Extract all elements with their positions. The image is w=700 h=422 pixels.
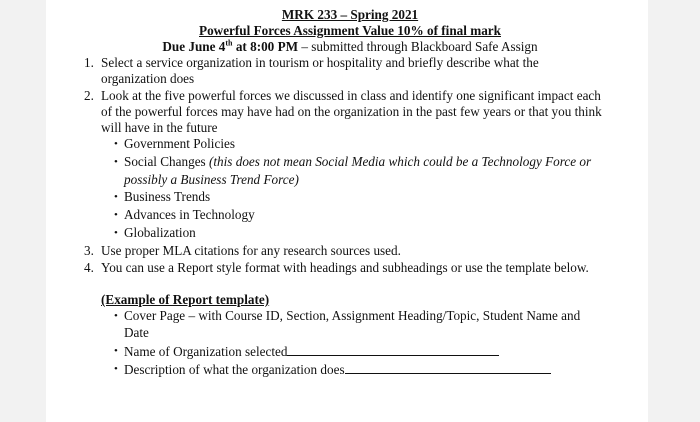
template-item-cover-page-continued: Date	[124, 325, 149, 340]
instruction-text: Use proper MLA citations for any research sources used.	[101, 243, 401, 258]
force-social-changes	[124, 154, 591, 170]
template-item-cover-page: Cover Page – with Course ID, Section, Assignment Heading/Topic, Student Name and	[124, 308, 581, 323]
due-time: at 8:00 PM	[232, 39, 299, 54]
force-business-trends: Business Trends	[124, 189, 211, 204]
force-note-continued	[124, 172, 299, 188]
due-date-line	[0, 39, 700, 54]
course-title: MRK 233 – Spring 2021	[281, 7, 419, 22]
bullet-icon: •	[114, 227, 118, 239]
instruction-text: Look at the five powerful forces we discussed in class and identify one significant impact each	[101, 88, 601, 103]
force-note: possibly a Business Trend Force)	[124, 172, 299, 187]
template-item-label: Description of what the organization does	[124, 362, 345, 377]
fill-in-blank	[287, 343, 499, 356]
assignment-title: Powerful Forces Assignment Value 10% of final mark	[199, 23, 501, 38]
template-heading: (Example of Report template)	[101, 292, 270, 307]
bullet-icon: •	[114, 209, 118, 221]
instruction-number: 2.	[84, 88, 94, 103]
instruction-text: Select a service organization in tourism or hospitality and briefly describe what the	[101, 55, 539, 70]
submission-note: – submitted through Blackboard Safe Assign	[298, 39, 538, 54]
bullet-icon: •	[114, 345, 118, 357]
fill-in-blank	[345, 361, 551, 374]
force-label: Social Changes	[124, 154, 209, 169]
instruction-text: organization does	[101, 71, 195, 86]
force-government-policies: Government Policies	[124, 136, 235, 151]
force-note: (this does not mean Social Media which could be a Technology Force or	[208, 154, 592, 169]
instruction-number: 4.	[84, 260, 94, 275]
instruction-text: You can use a Report style format with headings and subheadings or use the template below.	[101, 260, 589, 275]
template-item-organization-name	[124, 343, 499, 360]
template-item-label: Name of Organization selected	[124, 344, 288, 359]
bullet-icon: •	[114, 363, 118, 375]
due-date-suffix: th	[225, 38, 233, 48]
force-advances-in-technology: Advances in Technology	[124, 207, 255, 222]
bullet-icon: •	[114, 191, 118, 203]
bullet-icon: •	[114, 310, 118, 322]
instruction-text: of the powerful forces may have had on the organization in the past few years or that you think	[101, 104, 602, 119]
instruction-number: 1.	[84, 55, 94, 70]
instruction-number: 3.	[84, 243, 94, 258]
force-globalization: Globalization	[124, 225, 196, 240]
template-item-organization-description	[124, 361, 551, 378]
bullet-icon: •	[114, 138, 118, 150]
due-date: Due June 4	[162, 39, 226, 54]
bullet-icon: •	[114, 156, 118, 168]
instruction-text: will have in the future	[101, 120, 218, 135]
